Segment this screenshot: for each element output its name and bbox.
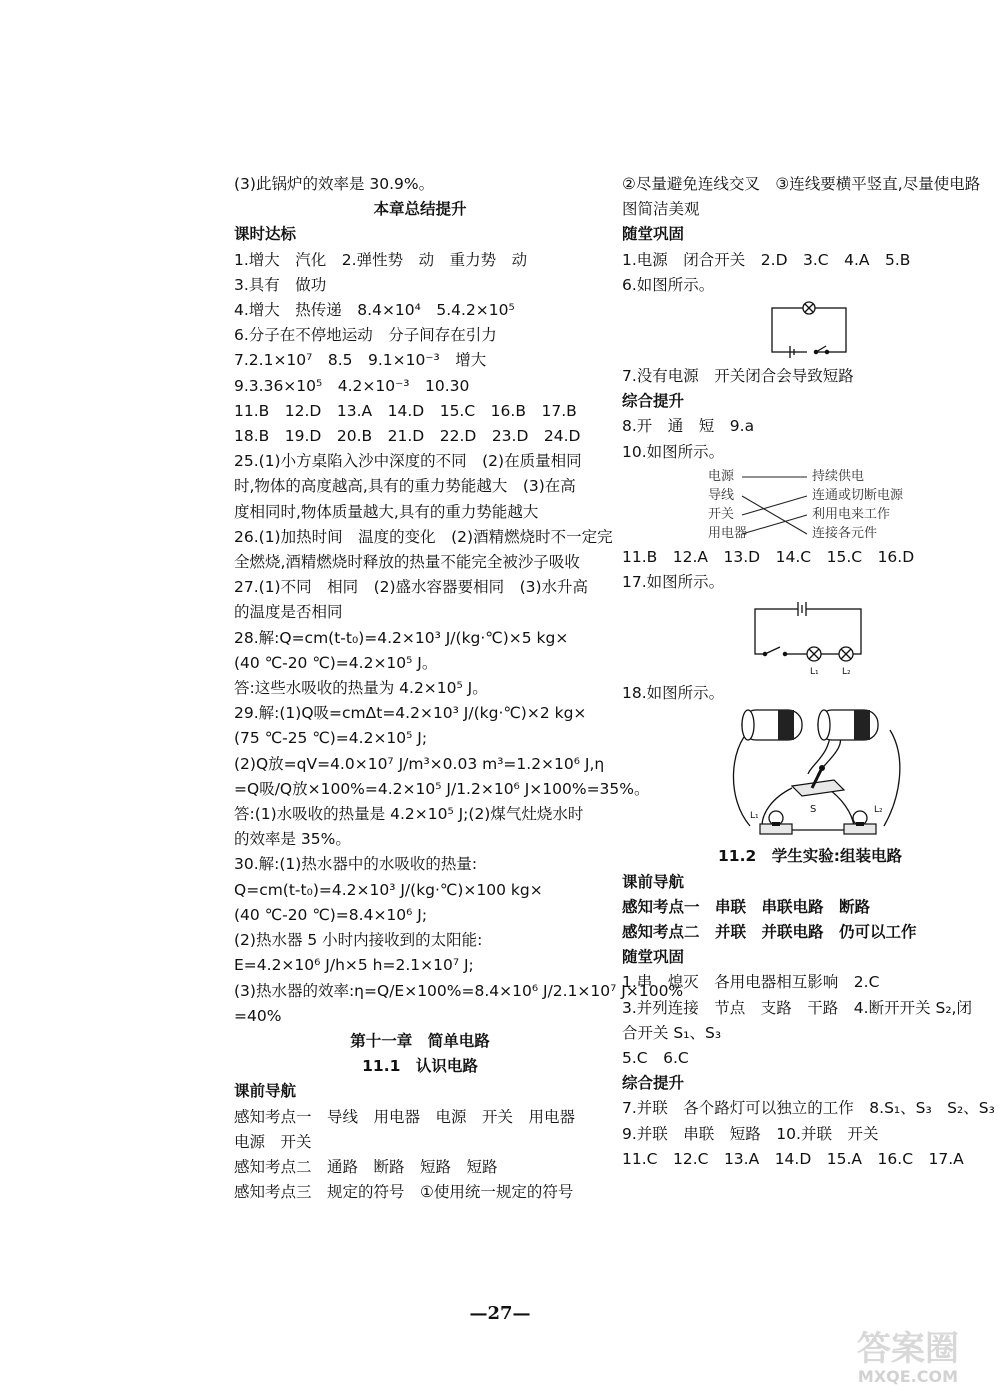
text-line: 11.C 12.C 13.A 14.D 15.A 16.C 17.A <box>622 1149 964 1168</box>
battery-left-icon <box>742 710 802 740</box>
text-line: 9.3.36×10⁵ 4.2×10⁻³ 10.30 <box>234 376 470 395</box>
text-line: 答:这些水吸收的热量为 4.2×10⁵ J。 <box>234 679 488 698</box>
circuit-diagram-q18 <box>622 708 998 842</box>
text-line: (3)此锅炉的效率是 30.9%。 <box>234 175 435 193</box>
text-line: 10.如图所示。 <box>622 442 725 461</box>
text-line: 11.B 12.D 13.A 14.D 15.C 16.B 17.B <box>234 401 577 420</box>
figure-q17-circuit <box>622 597 998 679</box>
text-line: 图简洁美观 <box>622 200 700 219</box>
text-line: 18.B 19.D 20.B 21.D 22.D 23.D 24.D <box>234 427 581 446</box>
battery-right-icon <box>818 710 878 740</box>
text-line: 29.解:(1)Q吸=cmΔt=4.2×10³ J/(kg·℃)×2 kg× <box>234 704 587 723</box>
text-line: 3.具有 做功 <box>234 275 327 294</box>
circuit-diagram-q17 <box>622 597 998 679</box>
watermark-logo <box>828 1320 988 1390</box>
label-l1: L₁ <box>750 811 759 822</box>
text-line: 7.没有电源 开关闭合会导致短路 <box>622 367 854 386</box>
text-line: 25.(1)小方桌陷入沙中深度的不同 (2)在质量相同 <box>234 452 582 471</box>
matching-right-item: 连通或切断电源 <box>812 487 904 503</box>
matching-left-item: 用电器 <box>708 525 748 541</box>
section-heading: 综合提升 <box>622 392 685 411</box>
text-line: 的温度是否相同 <box>234 603 343 622</box>
text-line: Q=cm(t-t₀)=4.2×10³ J/(kg·℃)×100 kg× <box>234 880 543 899</box>
label-l2: L₂ <box>874 805 883 816</box>
matching-left-item: 导线 <box>708 487 735 503</box>
right-bottom-block <box>622 844 998 1172</box>
text-line: 感知考点一 导线 用电器 电源 开关 用电器 <box>234 1107 576 1126</box>
section-heading: 感知考点一 串联 串联电路 断路 <box>622 897 871 916</box>
section-heading: 11.1 认识电路 <box>362 1057 478 1076</box>
text-line: (40 ℃-20 ℃)=8.4×10⁶ J; <box>234 905 428 924</box>
right-mid-block-3 <box>622 681 998 706</box>
text-line: (40 ℃-20 ℃)=4.2×10⁵ J。 <box>234 653 438 672</box>
text-line: 26.(1)加热时间 温度的变化 (2)酒精燃烧时不一定完 <box>234 527 613 546</box>
text-line: 1.电源 闭合开关 2.D 3.C 4.A 5.B <box>622 250 911 269</box>
text-line: 18.如图所示。 <box>622 684 725 703</box>
section-heading: 随堂巩固 <box>622 225 685 244</box>
circuit-diagram-q6 <box>622 300 998 362</box>
text-line: 9.并联 串联 短路 10.并联 开关 <box>622 1124 879 1143</box>
text-line: 电源 开关 <box>234 1132 312 1151</box>
matching-right-item: 持续供电 <box>812 468 865 484</box>
watermark-text: 答案圈 <box>857 1329 959 1369</box>
section-heading: 课时达标 <box>234 225 297 244</box>
section-heading: 随堂巩固 <box>622 948 685 967</box>
text-line: 3.并列连接 节点 支路 干路 4.断开开关 S₂,闭 <box>622 998 972 1017</box>
text-line: 4.增大 热传递 8.4×10⁴ 5.4.2×10⁵ <box>234 301 515 320</box>
text-line: 27.(1)不同 相同 (2)盛水容器要相同 (3)水升高 <box>234 578 589 597</box>
label-l2: L₂ <box>842 667 851 678</box>
text-line: (75 ℃-25 ℃)=4.2×10⁵ J; <box>234 729 428 748</box>
right-top-block <box>622 172 998 298</box>
right-column <box>622 172 998 1172</box>
text-line: (2)Q放=qV=4.0×10⁷ J/m³×0.03 m³=1.2×10⁶ J,η <box>234 754 605 773</box>
text-line: 时,物体的高度越高,具有的重力势能越大 (3)在高 <box>234 477 576 496</box>
right-mid-block-2 <box>622 545 998 595</box>
text-line: 7.2.1×10⁷ 8.5 9.1×10⁻³ 增大 <box>234 351 487 370</box>
section-heading: 11.2 学生实验:组装电路 <box>718 847 902 866</box>
text-line: ②尽量避免连线交叉 ③连线要横平竖直,尽量使电路 <box>622 175 981 193</box>
right-mid-block-1 <box>622 364 998 465</box>
text-line: 合开关 S₁、S₃ <box>622 1023 722 1042</box>
matching-right-item: 连接各元件 <box>812 525 878 541</box>
text-line: =Q吸/Q放×100%=4.2×10⁵ J/1.2×10⁶ J×100%=35%。 <box>234 779 650 798</box>
section-heading: 本章总结提升 <box>373 200 467 219</box>
text-line: 感知考点三 规定的符号 ①使用统一规定的符号 <box>234 1183 574 1202</box>
text-line: 的效率是 35%。 <box>234 830 351 849</box>
bulb-l2-icon <box>844 811 876 834</box>
text-line: 6.如图所示。 <box>622 275 715 294</box>
text-line: 28.解:Q=cm(t-t₀)=4.2×10³ J/(kg·℃)×5 kg× <box>234 628 569 647</box>
text-line: 11.B 12.A 13.D 14.C 15.C 16.D <box>622 547 915 566</box>
label-l1: L₁ <box>810 667 819 678</box>
section-heading: 第十一章 简单电路 <box>350 1031 490 1050</box>
text-line: 全燃烧,酒精燃烧时释放的热量不能完全被沙子吸收 <box>234 553 580 572</box>
text-line: 1.串 熄灭 各用电器相互影响 2.C <box>622 973 880 992</box>
figure-q10-matching <box>622 467 998 543</box>
section-heading: 课前导航 <box>622 872 685 891</box>
text-line: 7.并联 各个路灯可以独立的工作 8.S₁、S₃ S₂、S₃ <box>622 1099 995 1118</box>
text-line: (3)热水器的效率:η=Q/E×100%=8.4×10⁶ J/2.1×10⁷ J×100% <box>234 981 684 1000</box>
page-number: —27— <box>469 1303 531 1324</box>
text-line: E=4.2×10⁶ J/h×5 h=2.1×10⁷ J; <box>234 956 474 975</box>
figure-q6-circuit <box>622 300 998 362</box>
matching-left-item: 开关 <box>708 506 735 522</box>
text-line: 6.分子在不停地运动 分子间存在引力 <box>234 326 497 345</box>
text-line: 1.增大 汽化 2.弹性势 动 重力势 动 <box>234 250 528 269</box>
section-heading: 综合提升 <box>622 1074 685 1093</box>
text-line: 8.开 通 短 9.a <box>622 417 755 436</box>
text-line: 答:(1)水吸收的热量是 4.2×10⁵ J;(2)煤气灶烧水时 <box>234 805 584 824</box>
figure-q18-circuit <box>622 708 998 842</box>
text-line: 17.如图所示。 <box>622 573 725 592</box>
text-line: (2)热水器 5 小时内接收到的太阳能: <box>234 931 483 950</box>
label-s: S <box>810 804 817 816</box>
text-line: 度相同时,物体质量越大,具有的重力势能越大 <box>234 502 539 521</box>
switch-icon <box>792 765 844 796</box>
text-line: =40% <box>234 1006 282 1025</box>
text-line: 感知考点二 通路 断路 短路 短路 <box>234 1157 498 1176</box>
watermark-url: MXQE.COM <box>857 1367 959 1386</box>
matching-right-item: 利用电来工作 <box>812 506 891 522</box>
text-line: 5.C 6.C <box>622 1049 689 1068</box>
text-line: 30.解:(1)热水器中的水吸收的热量: <box>234 855 478 874</box>
matching-left-item: 电源 <box>708 468 735 484</box>
section-heading: 课前导航 <box>234 1082 297 1101</box>
section-heading: 感知考点二 并联 并联电路 仍可以工作 <box>622 923 917 942</box>
